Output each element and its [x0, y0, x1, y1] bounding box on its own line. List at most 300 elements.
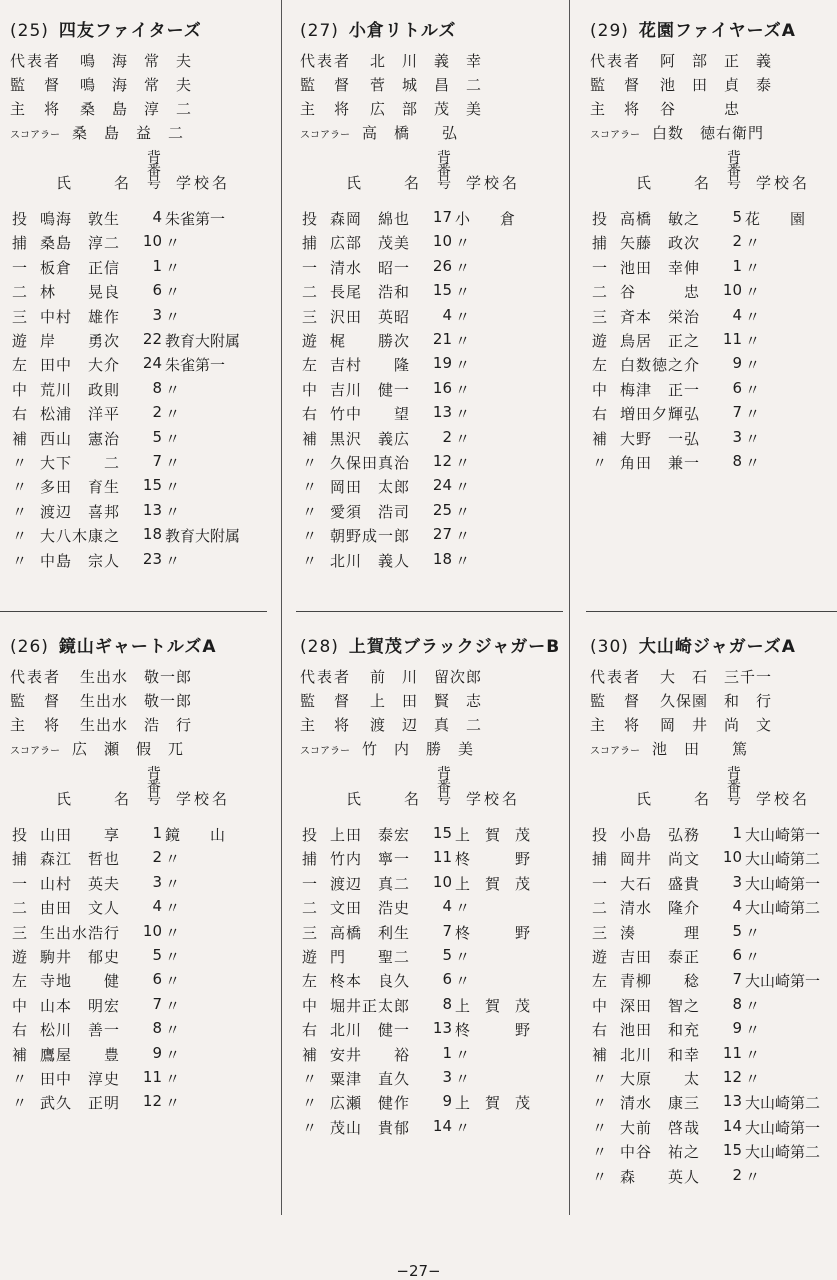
player-name: 安井 裕 — [330, 1045, 411, 1064]
player-name: 山本 明宏 — [40, 996, 121, 1015]
position: 投 — [12, 826, 28, 844]
position: 二 — [302, 283, 318, 302]
staff-label: 代表者 — [590, 668, 642, 686]
school-name: 〃 — [745, 405, 761, 424]
position: 右 — [12, 405, 28, 424]
jersey-number: 2 — [152, 403, 162, 422]
school-name: 上 賀 茂 — [455, 996, 531, 1015]
school-name: 〃 — [745, 996, 761, 1015]
school-name: 〃 — [455, 332, 471, 350]
player-name: 矢藤 政次 — [620, 234, 701, 253]
school-name: 〃 — [745, 454, 761, 472]
jersey-number: 5 — [152, 946, 162, 964]
player-name: 沢田 英昭 — [330, 307, 411, 326]
player-row — [590, 330, 837, 354]
player-name: 板倉 正信 — [40, 258, 121, 277]
position: 〃 — [12, 1094, 28, 1113]
staff-label: 代表者 — [10, 668, 62, 686]
jersey-number: 12 — [142, 1092, 162, 1111]
header-name-b: 名 — [114, 174, 130, 192]
player-row — [590, 1117, 837, 1141]
jersey-number: 2 — [732, 232, 742, 251]
header-name-b: 名 — [114, 790, 130, 808]
jersey-number: 13 — [432, 1019, 452, 1038]
player-row — [10, 970, 278, 994]
position: 三 — [592, 923, 608, 942]
page-number: −27− — [396, 1262, 441, 1280]
position: 中 — [12, 380, 28, 399]
team-name: 大山崎ジャガーズA — [638, 637, 796, 657]
jersey-number: 27 — [432, 525, 452, 544]
school-name: 〃 — [165, 1094, 181, 1113]
position: 中 — [302, 996, 318, 1015]
jersey-number: 6 — [152, 281, 162, 300]
school-name: 〃 — [745, 234, 761, 253]
header-school: 学校名 — [756, 174, 811, 192]
staff-row — [590, 122, 764, 143]
position: 補 — [592, 429, 608, 448]
player-row — [300, 476, 568, 500]
position: 〃 — [302, 1070, 318, 1088]
staff-value: 池 田 篤 — [652, 740, 749, 758]
staff-row — [10, 690, 192, 711]
player-row — [10, 452, 278, 476]
staff-label: スコアラー — [10, 746, 60, 757]
position: 〃 — [592, 1143, 608, 1162]
staff-label: 代表者 — [300, 668, 352, 686]
team-name: 四友ファイターズ — [58, 21, 202, 41]
player-row — [300, 501, 568, 525]
school-name: 大山崎第一 — [745, 972, 821, 991]
jersey-number: 7 — [442, 921, 452, 940]
team-name: 花園ファイヤーズA — [638, 21, 796, 41]
player-name: 小島 弘務 — [620, 826, 701, 844]
player-name: 岡井 尚文 — [620, 850, 701, 869]
player-row — [300, 995, 568, 1019]
player-name: 由田 文人 — [40, 899, 121, 918]
staff-label: 監 督 — [10, 76, 62, 94]
position: 〃 — [12, 551, 28, 570]
player-name: 西山 憲治 — [40, 429, 121, 448]
staff-row — [590, 666, 772, 687]
school-name: 大山崎第二 — [745, 899, 821, 918]
player-row — [300, 550, 568, 574]
school-name: 大山崎第二 — [745, 1143, 821, 1162]
school-name: 〃 — [165, 874, 181, 893]
school-name: 〃 — [745, 1021, 761, 1040]
jersey-number: 6 — [732, 946, 742, 964]
player-row — [590, 824, 837, 848]
header-name-b: 名 — [694, 174, 710, 192]
player-name: 北川 和幸 — [620, 1045, 701, 1064]
header-number: 背番号 — [147, 766, 161, 808]
school-name: 上 賀 茂 — [455, 874, 531, 893]
school-name: 〃 — [745, 948, 761, 966]
player-row — [590, 995, 837, 1019]
staff-row — [10, 98, 192, 119]
staff-row — [300, 690, 482, 711]
jersey-number: 4 — [442, 305, 452, 324]
player-name: 鳥居 正之 — [620, 332, 701, 350]
header-name-a: 氏 — [346, 174, 362, 192]
jersey-number: 24 — [432, 476, 452, 495]
jersey-number: 12 — [432, 452, 452, 470]
player-name: 上田 泰宏 — [330, 826, 411, 844]
jersey-number: 10 — [142, 921, 162, 940]
player-row — [10, 824, 278, 848]
player-row — [590, 232, 837, 256]
staff-row — [300, 122, 458, 143]
player-name: 柊本 良久 — [330, 972, 411, 991]
staff-row — [300, 50, 482, 71]
position: 一 — [302, 874, 318, 893]
player-row — [590, 1141, 837, 1165]
school-name: 〃 — [165, 923, 181, 942]
position: 三 — [302, 923, 318, 942]
school-name: 〃 — [455, 258, 471, 277]
player-row — [10, 208, 278, 232]
school-name: 〃 — [745, 283, 761, 302]
team-number: (27) — [300, 21, 339, 41]
position: 右 — [302, 405, 318, 424]
position: 〃 — [12, 454, 28, 472]
player-row — [590, 452, 837, 476]
jersey-number: 11 — [432, 848, 452, 867]
player-name: 湊 理 — [620, 923, 701, 942]
school-name: 〃 — [165, 478, 181, 497]
position: 遊 — [302, 332, 318, 350]
position: 一 — [12, 874, 28, 893]
header-number: 背番号 — [147, 150, 161, 192]
player-row — [10, 379, 278, 403]
header-name-b: 名 — [404, 174, 420, 192]
school-name: 〃 — [455, 454, 471, 472]
player-name: 門 聖二 — [330, 948, 411, 966]
team-name: 小倉リトルズ — [348, 21, 457, 41]
school-name: 上 賀 茂 — [455, 826, 531, 844]
position: 〃 — [12, 478, 28, 497]
player-row — [590, 848, 837, 872]
position: 左 — [12, 356, 28, 375]
staff-row — [590, 714, 772, 735]
player-row — [10, 306, 278, 330]
staff-label: スコアラー — [590, 746, 640, 757]
jersey-number: 2 — [152, 848, 162, 867]
player-name: 北川 健一 — [330, 1021, 411, 1040]
jersey-number: 4 — [152, 208, 162, 226]
school-name: 柊 野 — [455, 1021, 531, 1040]
school-name: 〃 — [455, 283, 471, 302]
position: 捕 — [302, 234, 318, 253]
header-name-a: 氏 — [636, 174, 652, 192]
team-title — [10, 632, 217, 657]
school-name: 〃 — [455, 527, 471, 546]
team-title — [300, 632, 560, 657]
jersey-number: 3 — [442, 1068, 452, 1086]
player-row — [590, 1068, 837, 1092]
jersey-number: 4 — [442, 897, 452, 916]
player-row — [590, 946, 837, 970]
position: 補 — [12, 429, 28, 448]
player-name: 大野 一弘 — [620, 429, 701, 448]
team-title — [590, 632, 796, 657]
player-name: 竹中 望 — [330, 405, 411, 424]
jersey-number: 7 — [152, 452, 162, 470]
team-block — [300, 622, 568, 1222]
player-row — [590, 873, 837, 897]
jersey-number: 10 — [432, 232, 452, 251]
player-name: 荒川 政則 — [40, 380, 121, 399]
player-name: 広瀬 健作 — [330, 1094, 411, 1113]
staff-value: 竹 内 勝 美 — [362, 740, 475, 758]
header-name-a: 氏 — [56, 790, 72, 808]
staff-label: 代表者 — [590, 52, 642, 70]
staff-value: 桑 島 淳 二 — [80, 100, 193, 118]
staff-value: 池 田 貞 泰 — [660, 76, 773, 94]
position: 〃 — [302, 502, 318, 521]
player-name: 久保田真治 — [330, 454, 411, 472]
player-row — [10, 995, 278, 1019]
player-name: 北川 義人 — [330, 551, 411, 570]
header-name-b: 名 — [404, 790, 420, 808]
staff-row — [10, 74, 192, 95]
header-school: 学校名 — [466, 790, 521, 808]
team-number: (29) — [590, 21, 629, 41]
player-row — [10, 897, 278, 921]
player-row — [300, 970, 568, 994]
school-name: 〃 — [455, 1118, 471, 1137]
header-school: 学校名 — [466, 174, 521, 192]
position: 右 — [12, 1021, 28, 1040]
school-name: 〃 — [165, 454, 181, 472]
player-name: 梶 勝次 — [330, 332, 411, 350]
position: 右 — [302, 1021, 318, 1040]
school-name: 〃 — [165, 502, 181, 521]
player-row — [10, 403, 278, 427]
jersey-number: 15 — [142, 476, 162, 495]
school-name: 〃 — [455, 1070, 471, 1088]
jersey-number: 7 — [732, 970, 742, 989]
player-name: 清水 昭一 — [330, 258, 411, 277]
position: 遊 — [302, 948, 318, 966]
staff-label: スコアラー — [590, 130, 640, 141]
jersey-number: 24 — [142, 354, 162, 373]
position: 捕 — [12, 850, 28, 869]
player-name: 吉川 健一 — [330, 380, 411, 399]
position: 〃 — [12, 527, 28, 546]
school-name: 〃 — [165, 996, 181, 1015]
school-name: 教育大附属 — [165, 332, 241, 350]
player-name: 岸 勇次 — [40, 332, 121, 350]
jersey-number: 8 — [442, 994, 452, 1013]
position: 〃 — [12, 1070, 28, 1088]
jersey-number: 4 — [152, 897, 162, 916]
school-name: 〃 — [455, 551, 471, 570]
staff-label: スコアラー — [10, 130, 60, 141]
jersey-number: 26 — [432, 256, 452, 275]
school-name: 〃 — [165, 283, 181, 302]
staff-row — [10, 738, 184, 759]
player-name: 高橋 敏之 — [620, 210, 701, 228]
staff-value: 桑 島 益 二 — [72, 124, 185, 142]
school-name: 〃 — [745, 923, 761, 942]
player-name: 竹内 寧一 — [330, 850, 411, 869]
player-name: 林 晃良 — [40, 283, 121, 302]
player-row — [300, 873, 568, 897]
header-name-a: 氏 — [636, 790, 652, 808]
position: 遊 — [12, 332, 28, 350]
jersey-number: 19 — [432, 354, 452, 373]
position: 投 — [592, 210, 608, 228]
jersey-number: 18 — [142, 525, 162, 544]
staff-value: 阿 部 正 義 — [660, 52, 773, 70]
school-name: 朱雀第一 — [165, 210, 226, 228]
school-name: 〃 — [165, 1021, 181, 1040]
position: 〃 — [592, 1118, 608, 1137]
school-name: 〃 — [745, 380, 761, 399]
player-row — [300, 306, 568, 330]
player-row — [10, 354, 278, 378]
player-row — [10, 1068, 278, 1092]
player-name: 黒沢 義広 — [330, 429, 411, 448]
player-row — [590, 257, 837, 281]
jersey-number: 4 — [732, 305, 742, 324]
column-divider — [569, 0, 570, 1215]
jersey-number: 5 — [442, 946, 452, 964]
staff-row — [590, 74, 772, 95]
position: 三 — [302, 307, 318, 326]
team-title — [10, 16, 202, 41]
player-name: 寺地 健 — [40, 972, 121, 991]
jersey-number: 15 — [432, 824, 452, 842]
player-row — [590, 970, 837, 994]
player-row — [300, 428, 568, 452]
staff-row — [300, 98, 482, 119]
position: 一 — [12, 258, 28, 277]
player-row — [10, 1019, 278, 1043]
player-row — [300, 1092, 568, 1116]
player-name: 桑島 淳二 — [40, 234, 121, 253]
position: 一 — [592, 258, 608, 277]
staff-value: 高 橋 弘 — [362, 124, 459, 142]
player-name: 池田 幸伸 — [620, 258, 701, 277]
jersey-number: 7 — [732, 403, 742, 422]
school-name: 〃 — [745, 307, 761, 326]
jersey-number: 13 — [432, 403, 452, 422]
position: 捕 — [592, 234, 608, 253]
school-name: 〃 — [745, 1045, 761, 1064]
school-name: 〃 — [165, 899, 181, 918]
position: 二 — [302, 899, 318, 918]
school-name: 〃 — [745, 429, 761, 448]
team-block — [300, 6, 568, 606]
staff-row — [300, 738, 474, 759]
player-name: 森岡 綿也 — [330, 210, 411, 228]
staff-row — [590, 50, 772, 71]
staff-label: 監 督 — [590, 76, 642, 94]
school-name: 〃 — [745, 356, 761, 375]
staff-label: 主 将 — [300, 100, 352, 118]
jersey-number: 9 — [442, 1092, 452, 1111]
staff-label: スコアラー — [300, 130, 350, 141]
position: 投 — [302, 826, 318, 844]
position: 中 — [12, 996, 28, 1015]
player-name: 文田 浩史 — [330, 899, 411, 918]
jersey-number: 10 — [432, 872, 452, 891]
column-divider — [281, 0, 282, 1215]
staff-row — [300, 714, 482, 735]
staff-label: 主 将 — [590, 100, 642, 118]
player-name: 中村 雄作 — [40, 307, 121, 326]
position: 投 — [12, 210, 28, 228]
player-name: 山田 享 — [40, 826, 121, 844]
jersey-number: 16 — [432, 378, 452, 397]
staff-label: 主 将 — [10, 716, 62, 734]
header-name-a: 氏 — [56, 174, 72, 192]
position: 捕 — [302, 850, 318, 869]
jersey-number: 1 — [442, 1043, 452, 1062]
jersey-number: 15 — [722, 1141, 742, 1160]
jersey-number: 17 — [432, 208, 452, 226]
player-row — [300, 257, 568, 281]
player-row — [590, 306, 837, 330]
jersey-number: 10 — [142, 232, 162, 251]
school-name: 〃 — [455, 478, 471, 497]
jersey-number: 3 — [732, 427, 742, 446]
player-name: 大前 啓哉 — [620, 1118, 701, 1137]
header-number: 背番号 — [727, 150, 741, 192]
position: 左 — [592, 356, 608, 375]
staff-row — [10, 122, 184, 143]
jersey-number: 11 — [142, 1068, 162, 1086]
position: 遊 — [592, 948, 608, 966]
school-name: 朱雀第一 — [165, 356, 226, 375]
school-name: 〃 — [455, 380, 471, 399]
jersey-number: 4 — [732, 897, 742, 916]
header-number: 背番号 — [437, 766, 451, 808]
position: 〃 — [302, 1094, 318, 1113]
position: 一 — [302, 258, 318, 277]
staff-value: 生出水 敬一郎 — [80, 692, 193, 710]
school-name: 〃 — [165, 1045, 181, 1064]
player-row — [590, 1166, 837, 1190]
jersey-number: 5 — [732, 921, 742, 940]
school-name: 〃 — [165, 405, 181, 424]
position: 二 — [12, 283, 28, 302]
player-row — [590, 897, 837, 921]
player-name: 山村 英夫 — [40, 874, 121, 893]
player-name: 駒井 郁史 — [40, 948, 121, 966]
player-row — [300, 452, 568, 476]
school-name: 〃 — [165, 948, 181, 966]
position: 〃 — [592, 1070, 608, 1088]
school-name: 教育大附属 — [165, 527, 241, 546]
staff-label: 代表者 — [10, 52, 62, 70]
position: 左 — [302, 972, 318, 991]
position: 〃 — [302, 478, 318, 497]
player-row — [10, 1092, 278, 1116]
header-number: 背番号 — [727, 766, 741, 808]
staff-value: 久保園 和 行 — [660, 692, 773, 710]
jersey-number: 6 — [152, 970, 162, 989]
player-row — [590, 403, 837, 427]
player-name: 角田 兼一 — [620, 454, 701, 472]
player-name: 梅津 正一 — [620, 380, 701, 399]
row-divider — [0, 611, 267, 612]
staff-label: 監 督 — [10, 692, 62, 710]
position: 投 — [592, 826, 608, 844]
player-row — [590, 208, 837, 232]
